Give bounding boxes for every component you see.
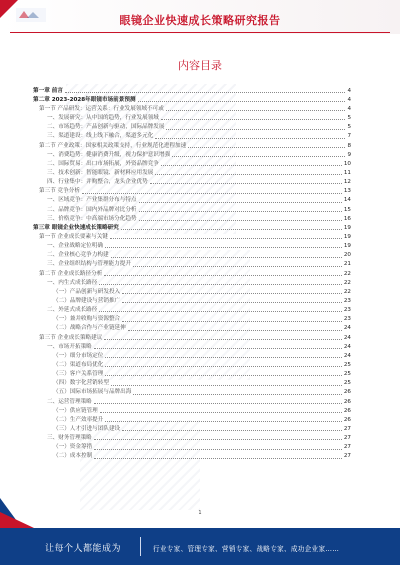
- toc-entry-page: 7: [347, 133, 351, 140]
- toc-entry-page: 24: [343, 343, 351, 350]
- toc-leader-dots: [166, 129, 345, 130]
- toc-leader-dots: [121, 229, 342, 230]
- toc-entry-title: 四、行业集中：并购整合，龙头企业优势: [47, 179, 148, 186]
- toc-entry-title: 三、渠道建设：线上线下融合，渠道多元化: [47, 133, 154, 140]
- toc-entry[interactable]: [33, 343, 351, 352]
- toc-entry-title: 二、外延式成长路径: [47, 307, 98, 314]
- toc-entry-page: 10: [343, 160, 351, 167]
- toc-entry-page: 25: [343, 380, 351, 387]
- toc-entry-title: 第三节 竞争分析: [39, 188, 80, 195]
- document-title: 眼镜企业快速成长策略研究报告: [119, 14, 281, 27]
- toc-leader-dots: [94, 458, 342, 459]
- toc-entry[interactable]: [33, 105, 351, 114]
- toc-entry-page: 26: [343, 416, 351, 423]
- toc-entry-page: 27: [343, 444, 351, 451]
- toc-leader-dots: [161, 165, 342, 166]
- toc-leader-dots: [105, 375, 342, 376]
- toc-leader-dots: [104, 275, 342, 276]
- toc-entry-page: 5: [347, 124, 351, 131]
- toc-leader-dots: [82, 193, 342, 194]
- toc-entry-title: 一、市场开拓策略: [47, 343, 92, 350]
- toc-entry[interactable]: [33, 434, 351, 443]
- toc-entry[interactable]: [33, 352, 351, 361]
- toc-entry[interactable]: [33, 242, 351, 251]
- toc-entry-title: （一）细分市场定位: [53, 352, 104, 359]
- toc-leader-dots: [139, 202, 342, 203]
- toc-entry-title: 第二节 产业政策：国家相关政策支持，行业规范化进程加速: [39, 142, 187, 149]
- toc-entry[interactable]: [33, 206, 351, 215]
- toc-entry[interactable]: [33, 288, 351, 297]
- toc-entry-title: 第一节 企业成长要素与关键: [39, 234, 108, 241]
- toc-entry-title: 一、消费趋势：健康消费升级，视力保护意识增强: [47, 151, 171, 158]
- toc-entry-title: （三）人才引进与团队建设: [53, 425, 121, 432]
- toc-leader-dots: [100, 412, 342, 413]
- footer-slogan-right: 行业专家、管理专家、营销专家、战略专家、成功企业家……: [153, 545, 340, 553]
- toc-leader-dots: [155, 138, 345, 139]
- toc-entry-page: 19: [343, 224, 351, 231]
- toc-entry[interactable]: [33, 151, 351, 160]
- toc-entry-page: 19: [343, 243, 351, 250]
- toc-entry[interactable]: [33, 279, 351, 288]
- toc-leader-dots: [122, 430, 342, 431]
- toc-leader-dots: [99, 284, 342, 285]
- toc-entry-page: 4: [347, 106, 351, 113]
- toc-entry-title: （一）兼并收购与资源整合: [53, 316, 121, 323]
- toc-entry-title: （一）产品创新与研发投入: [53, 288, 121, 295]
- toc-entry-title: （二）战略合作与产业链延伸: [53, 325, 126, 332]
- toc-leader-dots: [122, 321, 342, 322]
- toc-leader-dots: [105, 421, 342, 422]
- toc-entry-page: 23: [343, 316, 351, 323]
- page-number: 1: [198, 510, 202, 516]
- toc-entry[interactable]: [33, 160, 351, 169]
- toc-leader-dots: [172, 156, 345, 157]
- toc-entry-page: 23: [343, 307, 351, 314]
- toc-entry[interactable]: [33, 114, 351, 123]
- toc-entry-title: （一）供应链管理: [53, 407, 98, 414]
- toc-entry-title: （五）国际市场拓展与品牌出海: [53, 389, 132, 396]
- toc-entry-page: 19: [343, 234, 351, 241]
- toc-leader-dots: [104, 339, 342, 340]
- toc-entry-title: 三、企业组织结构与管理能力提升: [47, 261, 131, 268]
- title-underline: [10, 32, 390, 33]
- toc-leader-dots: [94, 449, 342, 450]
- toc-entry-title: 一、企业战略定位明确: [47, 243, 103, 250]
- toc-entry[interactable]: [33, 233, 351, 242]
- toc-leader-dots: [166, 110, 346, 111]
- toc-leader-dots: [94, 403, 342, 404]
- toc-entry-title: 三、技术创新：智能眼镜、新材料应用发展: [47, 170, 154, 177]
- toc-leader-dots: [94, 348, 342, 349]
- toc-entry[interactable]: [33, 197, 351, 206]
- toc-entry[interactable]: [33, 215, 351, 224]
- toc-entry-page: 12: [343, 179, 351, 186]
- toc-entry-page: 24: [343, 334, 351, 341]
- toc-entry[interactable]: [33, 398, 351, 407]
- toc-entry[interactable]: [33, 407, 351, 416]
- footer-banner: [0, 528, 400, 565]
- toc-entry-title: （二）生产效率提升: [53, 416, 104, 423]
- toc-entry-page: 27: [343, 425, 351, 432]
- toc-entry[interactable]: [33, 370, 351, 379]
- toc-leader-dots: [138, 101, 346, 102]
- toc-entry-page: 21: [343, 261, 351, 268]
- toc-entry[interactable]: [33, 334, 351, 343]
- toc-entry-title: 第三章 眼镜企业快速成长策略研究: [33, 224, 119, 231]
- toc-entry-page: 9: [347, 151, 351, 158]
- toc-leader-dots: [150, 183, 342, 184]
- toc-entry-page: 24: [343, 352, 351, 359]
- toc-leader-dots: [122, 293, 342, 294]
- toc-leader-dots: [99, 311, 342, 312]
- toc-entry-title: 第二节 企业成长路径分析: [39, 270, 103, 277]
- toc-leader-dots: [155, 174, 342, 175]
- footer-slogan-left: 让每个人都能成为: [45, 544, 122, 554]
- toc-entry[interactable]: [33, 252, 351, 261]
- toc-entry[interactable]: [33, 316, 351, 325]
- toc-entry-page: 13: [343, 188, 351, 195]
- toc-entry-title: 第二章 2023-2028年眼镜市场前景预测: [33, 96, 136, 103]
- toc-entry-page: 14: [343, 197, 351, 204]
- toc-entry[interactable]: [33, 361, 351, 370]
- toc-entry-page: 8: [347, 142, 351, 149]
- toc-entry-page: 27: [343, 453, 351, 460]
- toc-entry-page: 16: [343, 215, 351, 222]
- toc-entry[interactable]: [33, 87, 351, 96]
- toc-entry[interactable]: [33, 169, 351, 178]
- toc-entry-page: 22: [343, 288, 351, 295]
- toc-leader-dots: [110, 238, 342, 239]
- table-of-contents: [33, 87, 351, 462]
- toc-entry[interactable]: [33, 96, 351, 105]
- toc-entry[interactable]: [33, 178, 351, 187]
- toc-entry-page: 23: [343, 298, 351, 304]
- toc-entry-title: 一、内生式成长路径: [47, 279, 98, 286]
- toc-entry[interactable]: [33, 188, 351, 197]
- toc-leader-dots: [105, 366, 342, 367]
- toc-entry[interactable]: [33, 425, 351, 434]
- toc-entry-title: 三、财务管理策略: [47, 435, 92, 442]
- toc-entry[interactable]: [33, 261, 351, 270]
- toc-entry[interactable]: [33, 133, 351, 142]
- toc-entry[interactable]: [33, 453, 351, 462]
- toc-entry-page: 4: [347, 87, 351, 94]
- toc-entry-title: 三、价格竞争：中高端市场分化趋势: [47, 215, 137, 222]
- toc-entry[interactable]: [33, 124, 351, 133]
- toc-entry[interactable]: [33, 380, 351, 389]
- toc-entry[interactable]: [33, 306, 351, 315]
- toc-entry-title: （四）数字化营销转型: [53, 380, 109, 387]
- toc-leader-dots: [105, 357, 342, 358]
- toc-leader-dots: [111, 257, 342, 258]
- toc-entry-page: 11: [343, 170, 351, 177]
- toc-leader-dots: [111, 385, 342, 386]
- toc-entry-page: 22: [343, 270, 351, 277]
- toc-entry-title: （一）资金筹措: [53, 444, 93, 451]
- toc-heading: 内容目录: [178, 59, 222, 72]
- toc-leader-dots: [105, 247, 342, 248]
- toc-entry-title: （二）品牌建设与营销推广: [53, 298, 121, 304]
- toc-entry-page: 27: [343, 435, 351, 442]
- footer-divider: [140, 537, 141, 556]
- toc-leader-dots: [65, 92, 346, 93]
- toc-entry[interactable]: [33, 443, 351, 452]
- toc-entry-title: 二、品牌竞争：国内外品牌对比分析: [47, 206, 137, 213]
- toc-entry-page: 22: [343, 279, 351, 286]
- toc-entry-title: 第一节 产品研发：运营关系：行业发展领域不可或: [39, 106, 164, 113]
- toc-leader-dots: [139, 211, 342, 212]
- toc-entry-title: 一、区域竞争：产业集群分布与特点: [47, 197, 137, 204]
- toc-entry-title: 一、发展研究：从中国的趋势，行业发展领域: [47, 115, 159, 122]
- toc-entry-page: 26: [343, 407, 351, 414]
- toc-entry-title: （二）渠道布局优化: [53, 361, 104, 368]
- toc-entry[interactable]: [33, 297, 351, 306]
- toc-entry-title: （二）成本控制: [53, 453, 93, 460]
- toc-entry-page: 26: [343, 398, 351, 405]
- toc-entry-title: 二、企业核心竞争力构建: [47, 252, 109, 259]
- toc-leader-dots: [139, 220, 342, 221]
- toc-entry[interactable]: [33, 389, 351, 398]
- toc-entry-title: 第三节 企业成长策略建议: [39, 334, 103, 341]
- toc-entry-title: （三）客户关系管理: [53, 371, 104, 378]
- toc-entry-page: 26: [343, 389, 351, 396]
- toc-entry-page: 5: [347, 115, 351, 122]
- toc-entry-page: 24: [343, 325, 351, 332]
- toc-entry-page: 25: [343, 361, 351, 368]
- toc-entry-title: 二、国际贸易：出口市场拓展，外资品牌竞争: [47, 160, 159, 167]
- footer-corner-decoration: [0, 512, 34, 528]
- toc-entry[interactable]: [33, 325, 351, 334]
- toc-entry-page: 25: [343, 371, 351, 378]
- toc-entry[interactable]: [33, 224, 351, 233]
- toc-entry-page: 20: [343, 252, 351, 259]
- toc-leader-dots: [94, 439, 342, 440]
- toc-leader-dots: [128, 330, 342, 331]
- toc-entry-title: 二、市场趋势：产品创新与驱动，国际品牌发展: [47, 124, 165, 131]
- toc-entry-title: 二、运营管理策略: [47, 398, 92, 405]
- toc-entry-page: 4: [347, 96, 351, 103]
- toc-entry-page: 15: [343, 206, 351, 213]
- toc-entry[interactable]: [33, 270, 351, 279]
- toc-leader-dots: [122, 302, 342, 303]
- toc-leader-dots: [188, 147, 345, 148]
- toc-entry[interactable]: [33, 142, 351, 151]
- toc-leader-dots: [161, 119, 346, 120]
- toc-entry-title: 第一章 前言: [33, 87, 63, 94]
- toc-leader-dots: [133, 266, 342, 267]
- toc-leader-dots: [133, 394, 342, 395]
- toc-entry[interactable]: [33, 416, 351, 425]
